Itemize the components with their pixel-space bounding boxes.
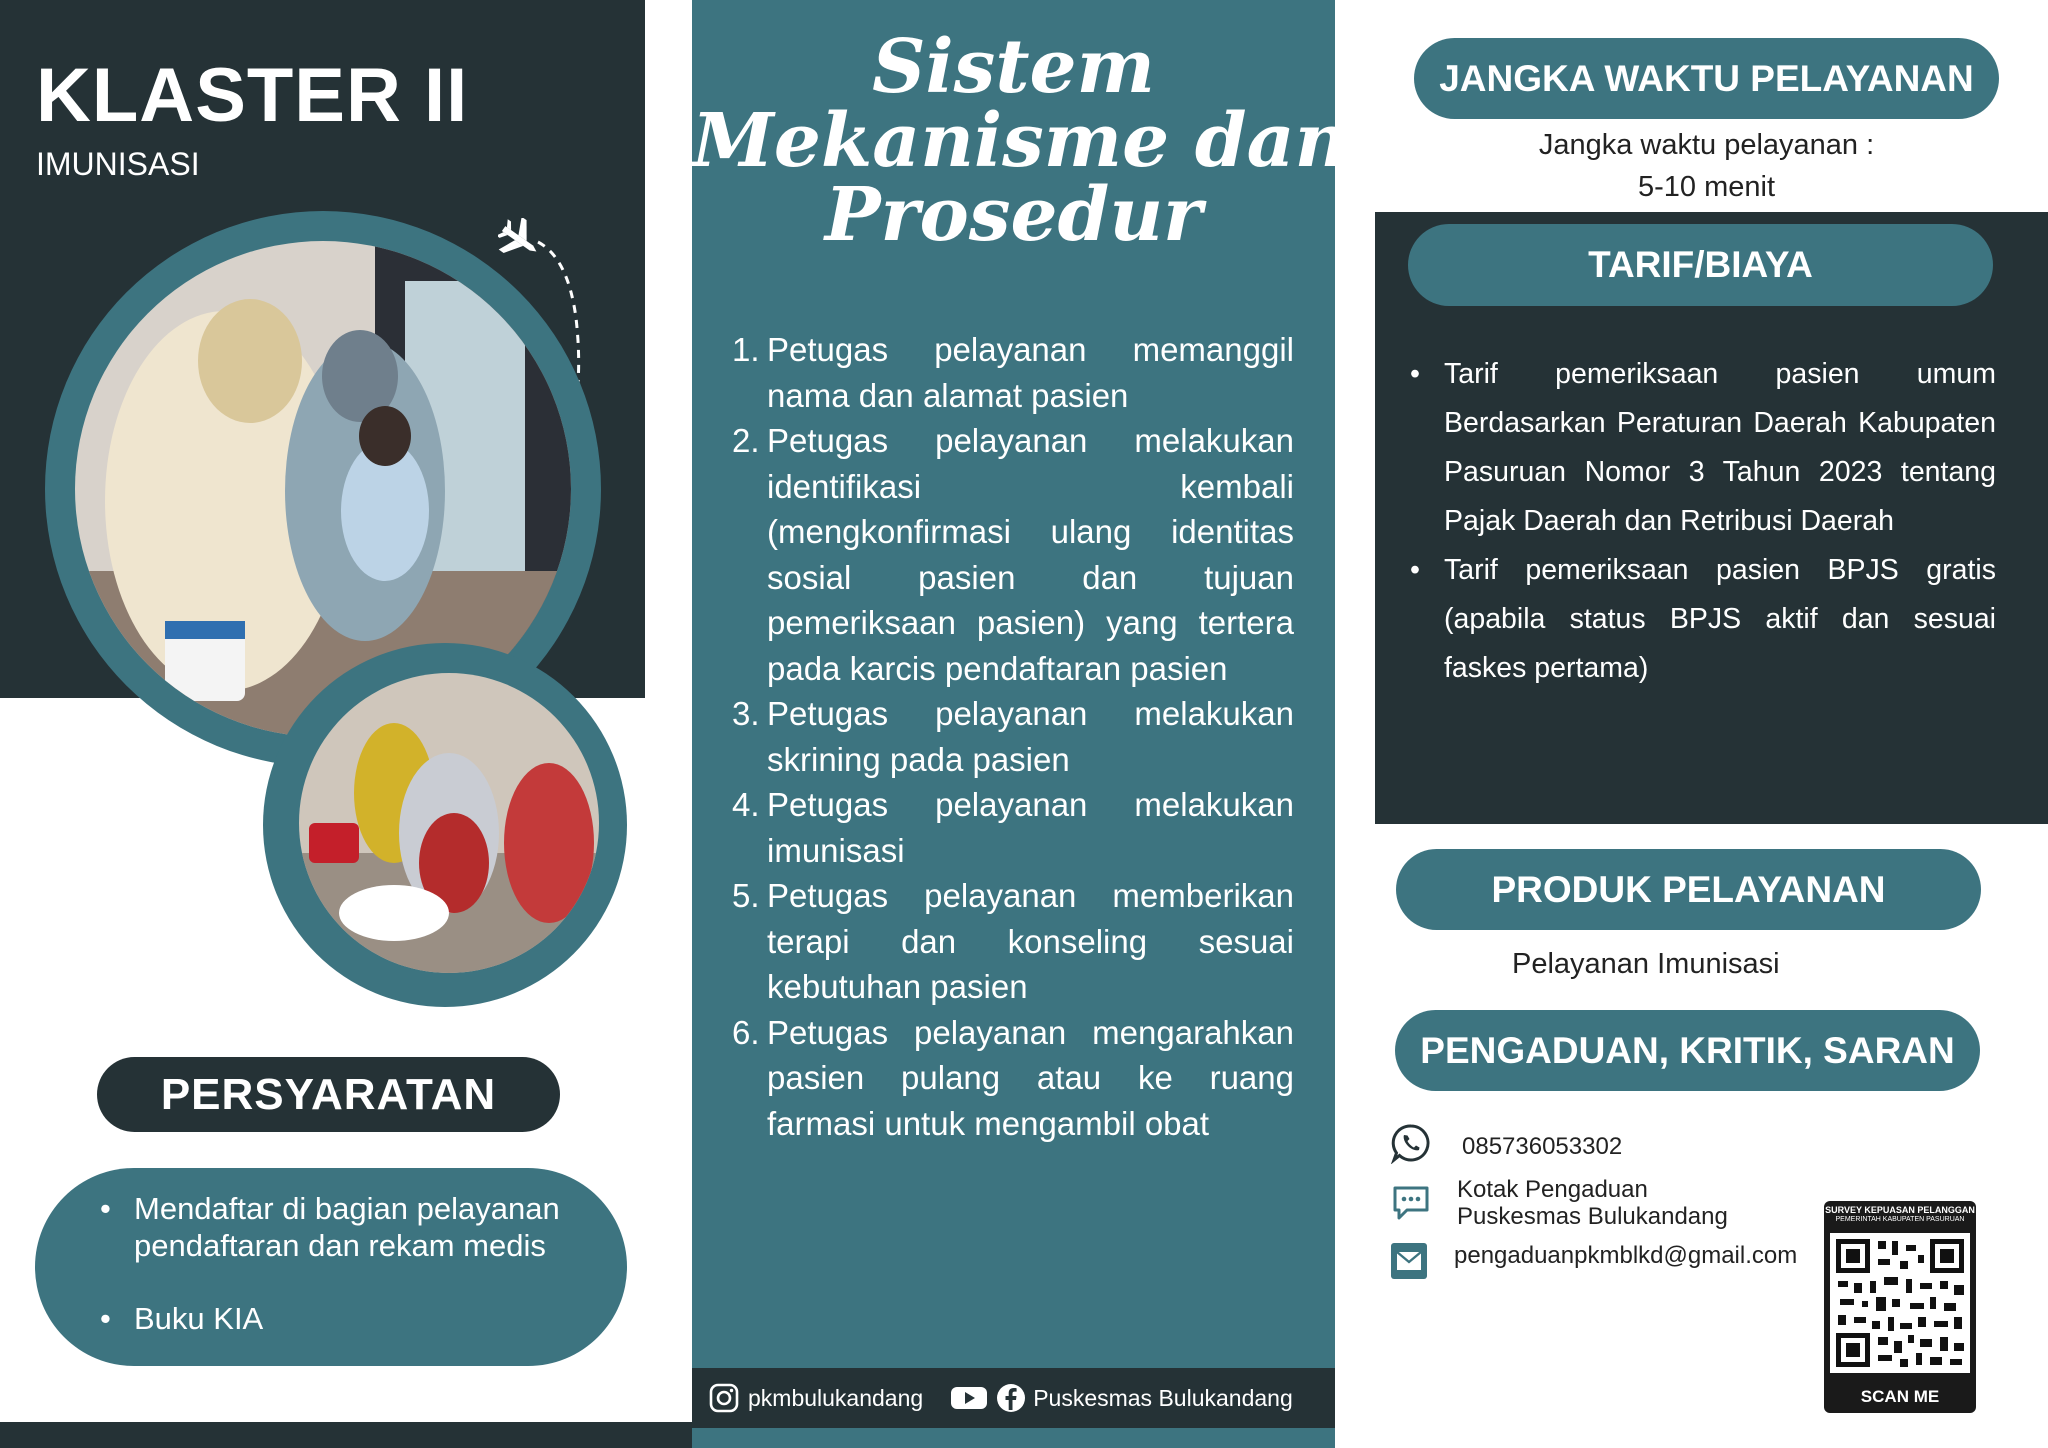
step-text: Petugas pelayanan mengarahkan pasien pulang atau ke ruang farmasi untuk mengambil obat xyxy=(767,1013,1294,1142)
cluster-subtitle: IMUNISASI xyxy=(36,146,200,182)
step-text: Petugas pelayanan melakukan skrining pada pasien xyxy=(767,695,1294,778)
complaint-heading: PENGADUAN, KRITIK, SARAN xyxy=(1395,1010,1980,1091)
posyandu-photo xyxy=(299,673,599,973)
tariff-list xyxy=(1410,350,1996,693)
qr-title: SURVEY KEPUASAN PELANGGAN PEMERINTAH KABUPATEN PASURUAN xyxy=(1825,1205,1975,1223)
service-product-heading: PRODUK PELAYANAN xyxy=(1396,849,1981,930)
mail-icon xyxy=(1388,1240,1430,1282)
facebook-icon[interactable] xyxy=(995,1382,1027,1414)
scan-me-label: SCAN ME xyxy=(1860,1387,1940,1406)
tariff-item: • Tarif pemeriksaan pasien umum Berdasarkan Peraturan Daerah Kabupaten Pasuruan Nomor 3 Tahun 2023 tentang Pajak Daerah dan Retribusi Daerah xyxy=(1410,350,1996,546)
requirement-item: • Mendaftar di bagian pelayanan pendaftaran dan rekam medis xyxy=(100,1190,610,1264)
procedure-steps xyxy=(732,327,1294,1146)
step-text: Petugas pelayanan melakukan imunisasi xyxy=(767,786,1294,869)
qr-code[interactable] xyxy=(1830,1233,1970,1373)
service-duration-label: Jangka waktu pelayanan : xyxy=(1538,129,1875,161)
step-text: Petugas pelayanan memanggil nama dan alamat pasien xyxy=(767,331,1294,414)
requirements-heading: PERSYARATAN xyxy=(97,1057,560,1132)
left-bottom-bar xyxy=(0,1422,692,1448)
procedure-heading-line: Sistem xyxy=(872,24,1155,110)
procedure-step xyxy=(732,327,1294,418)
step-text: Petugas pelayanan memberikan terapi dan konseling sesuai kebutuhan pasien xyxy=(767,877,1294,1005)
procedure-step xyxy=(732,418,1294,691)
instagram-icon[interactable] xyxy=(708,1382,740,1414)
tariff-heading: TARIF/BIAYA xyxy=(1408,224,1993,306)
survey-qr-card[interactable] xyxy=(1824,1201,1976,1413)
social-footer xyxy=(692,1368,1335,1428)
complaint-box-line: Puskesmas Bulukandang xyxy=(1457,1203,1728,1230)
procedure-step xyxy=(732,782,1294,873)
whatsapp-icon xyxy=(1390,1122,1432,1164)
procedure-heading-line: Mekanisme dan xyxy=(692,98,1349,184)
complaint-box-line: Kotak Pengaduan xyxy=(1457,1176,1648,1203)
service-duration-value: 5-10 menit xyxy=(1637,171,1775,203)
facebook-page[interactable]: Puskesmas Bulukandang xyxy=(1033,1384,1293,1411)
procedure-step xyxy=(732,691,1294,782)
procedure-heading-line: Prosedur xyxy=(824,172,1203,258)
service-product-text: Pelayanan Imunisasi xyxy=(1512,948,1780,980)
instagram-handle[interactable]: pkmbulukandang xyxy=(748,1384,924,1411)
requirement-item: • Buku KIA xyxy=(100,1300,610,1337)
requirements-list xyxy=(100,1190,610,1373)
service-duration-heading: JANGKA WAKTU PELAYANAN xyxy=(1414,38,1999,119)
procedure-step xyxy=(732,1010,1294,1147)
step-text: Petugas pelayanan melakukan identifikasi kembali (mengkonfirmasi ulang identitas sosial pasien dan tujuan pemeriksaan pasien) yang tertera pada karcis pendaftaran pasien xyxy=(767,422,1294,687)
step-number: 1. xyxy=(732,331,760,368)
step-number: 2. xyxy=(732,422,760,459)
step-number: 6. xyxy=(732,1013,760,1051)
email-address[interactable]: pengaduanpkmblkd@gmail.com xyxy=(1454,1242,1798,1269)
cluster-title: KLASTER II xyxy=(36,53,469,138)
youtube-icon[interactable] xyxy=(949,1382,989,1414)
step-number: 4. xyxy=(732,786,760,823)
step-number: 3. xyxy=(732,695,760,732)
tariff-item: • Tarif pemeriksaan pasien BPJS gratis (apabila status BPJS aktif dan sesuai faskes pertama) xyxy=(1410,546,1996,693)
phone-number[interactable]: 085736053302 xyxy=(1462,1133,1623,1160)
procedure-heading xyxy=(692,24,1349,258)
service-duration-text xyxy=(1414,124,1999,208)
step-number: 5. xyxy=(732,877,760,914)
procedure-step xyxy=(732,873,1294,1010)
posyandu-photo-frame xyxy=(263,643,627,1007)
chat-icon xyxy=(1390,1182,1432,1224)
complaint-box-text xyxy=(1457,1176,1728,1230)
